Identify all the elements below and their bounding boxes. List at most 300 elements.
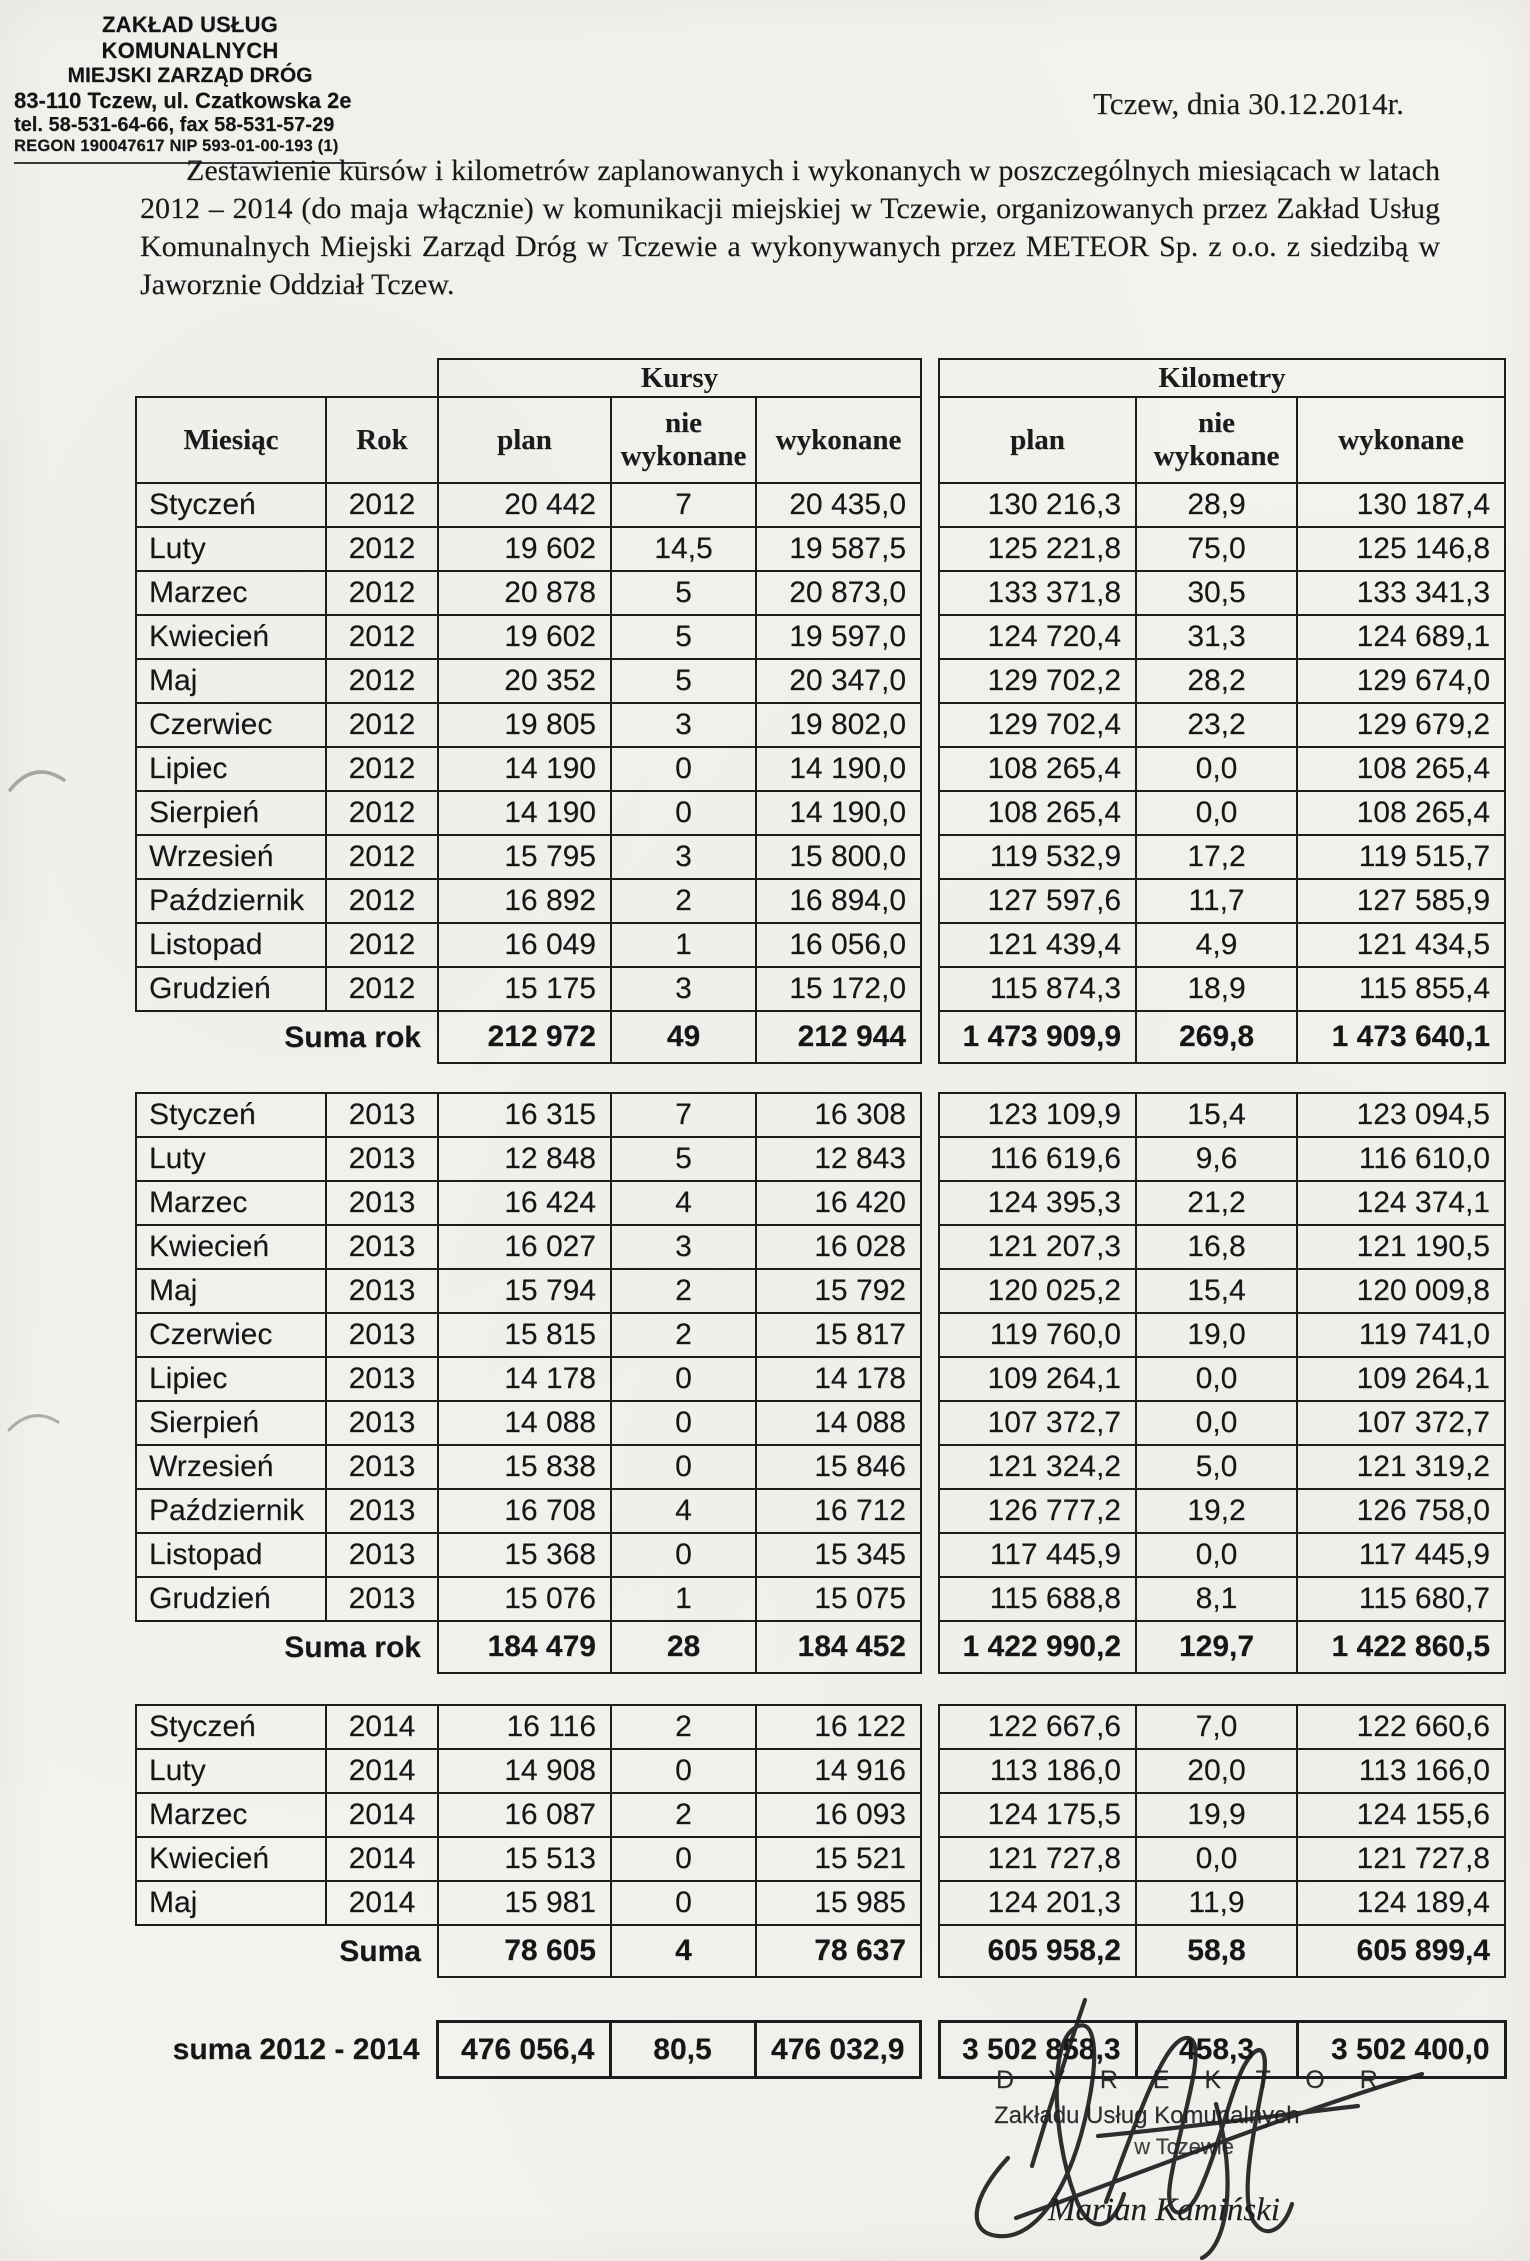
cell-year: 2013 — [326, 1181, 438, 1225]
year-block-2013 — [135, 1092, 1507, 1674]
table-header — [136, 359, 921, 483]
cell-kursy-wykonane: 14 178 — [756, 1357, 921, 1401]
cell-km-plan: 124 395,3 — [939, 1181, 1136, 1225]
sum-kursy-wykonane: 212 944 — [756, 1011, 921, 1063]
cell-year: 2014 — [326, 1749, 438, 1793]
cell-kursy-wykonane: 15 792 — [756, 1269, 921, 1313]
cell-km-wykonane: 124 189,4 — [1297, 1881, 1505, 1925]
table-row — [939, 791, 1505, 835]
cell-km-wykonane: 133 341,3 — [1297, 571, 1505, 615]
cell-km-wykonane: 121 727,8 — [1297, 1837, 1505, 1881]
cell-kursy-wykonane: 19 587,5 — [756, 527, 921, 571]
table-row — [939, 1749, 1505, 1793]
kursy-group-header: Kursy — [438, 359, 921, 397]
table-row — [939, 483, 1505, 527]
sum-label: Suma rok — [284, 1020, 421, 1054]
sum-kursy-plan: 78 605 — [438, 1925, 611, 1977]
month-column-header: Miesiąc — [136, 397, 326, 483]
intro-paragraph: Zestawienie kursów i kilometrów zaplanowanych i wykonanych w poszczególnych miesiącach w latach 2012 – 2014 (do maja włącznie) w komunikacji miejskiej w Tczewie, organizowanych przez Zakład Usług Komunalnych Miejski Zarząd Dróg w Tczewie a wykonywanych przez METEOR Sp. z o.o. z siedzibą w Jaworznie Oddział Tczew. — [140, 154, 1440, 301]
sum-km-nie-wykonane: 269,8 — [1136, 1011, 1297, 1063]
cell-km-nie-wykonane: 5,0 — [1136, 1445, 1297, 1489]
table-row — [136, 967, 921, 1011]
cell-kursy-nie-wykonane: 2 — [611, 1793, 756, 1837]
cell-km-plan: 130 216,3 — [939, 483, 1136, 527]
grand-total-km-nie-wykonane: 458,3 — [1136, 2022, 1297, 2078]
cell-km-plan: 124 175,5 — [939, 1793, 1136, 1837]
cell-km-nie-wykonane: 15,4 — [1136, 1093, 1297, 1137]
cell-kursy-wykonane: 16 028 — [756, 1225, 921, 1269]
cell-km-plan: 121 439,4 — [939, 923, 1136, 967]
cell-km-plan: 122 667,6 — [939, 1705, 1136, 1749]
kursy-nie-wykonane-column-header: nie wykonane — [611, 397, 756, 483]
cell-kursy-plan: 19 602 — [438, 615, 611, 659]
cell-kursy-nie-wykonane: 0 — [611, 1445, 756, 1489]
cell-kursy-plan: 14 088 — [438, 1401, 611, 1445]
table-row — [939, 1225, 1505, 1269]
cell-year: 2014 — [326, 1881, 438, 1925]
cell-year: 2012 — [326, 659, 438, 703]
cell-kursy-nie-wykonane: 5 — [611, 659, 756, 703]
cell-km-nie-wykonane: 9,6 — [1136, 1137, 1297, 1181]
sum-km-plan: 605 958,2 — [939, 1925, 1136, 1977]
grand-total-label: suma 2012 - 2014 — [172, 2032, 420, 2066]
cell-kursy-wykonane: 14 088 — [756, 1401, 921, 1445]
cell-month: Kwiecień — [136, 1837, 326, 1881]
cell-kursy-wykonane: 12 843 — [756, 1137, 921, 1181]
sum-km-wykonane: 1 422 860,5 — [1297, 1621, 1505, 1673]
table-row — [136, 923, 921, 967]
cell-km-nie-wykonane: 17,2 — [1136, 835, 1297, 879]
cell-km-nie-wykonane: 19,2 — [1136, 1489, 1297, 1533]
table-row — [939, 1401, 1505, 1445]
sum-kursy-nie-wykonane: 28 — [611, 1621, 756, 1673]
cell-kursy-wykonane: 14 190,0 — [756, 791, 921, 835]
kilometry-table-2013 — [938, 1092, 1506, 1674]
cell-km-nie-wykonane: 31,3 — [1136, 615, 1297, 659]
cell-km-plan: 126 777,2 — [939, 1489, 1136, 1533]
cell-kursy-wykonane: 16 122 — [756, 1705, 921, 1749]
cell-month: Wrzesień — [136, 835, 326, 879]
table-row — [939, 1489, 1505, 1533]
table-row — [939, 1533, 1505, 1577]
cell-kursy-plan: 15 815 — [438, 1313, 611, 1357]
table-row — [136, 1225, 921, 1269]
cell-kursy-wykonane: 15 345 — [756, 1533, 921, 1577]
cell-month: Wrzesień — [136, 1445, 326, 1489]
cell-kursy-nie-wykonane: 1 — [611, 923, 756, 967]
cell-kursy-nie-wykonane: 7 — [611, 483, 756, 527]
cell-year: 2014 — [326, 1705, 438, 1749]
cell-kursy-nie-wykonane: 7 — [611, 1093, 756, 1137]
cell-year: 2013 — [326, 1577, 438, 1621]
cell-kursy-wykonane: 16 712 — [756, 1489, 921, 1533]
cell-year: 2012 — [326, 571, 438, 615]
cell-kursy-plan: 16 116 — [438, 1705, 611, 1749]
table-row — [939, 1093, 1505, 1137]
table-row — [939, 527, 1505, 571]
grand-total-kursy-wykonane: 476 032,9 — [755, 2022, 920, 2078]
cell-km-nie-wykonane: 28,9 — [1136, 483, 1297, 527]
cell-month: Lipiec — [136, 747, 326, 791]
cell-year: 2014 — [326, 1837, 438, 1881]
cell-kursy-wykonane: 16 056,0 — [756, 923, 921, 967]
cell-kursy-nie-wykonane: 2 — [611, 1269, 756, 1313]
cell-kursy-nie-wykonane: 4 — [611, 1181, 756, 1225]
table-row — [939, 1837, 1505, 1881]
table-row — [136, 1837, 921, 1881]
cell-km-wykonane: 123 094,5 — [1297, 1093, 1505, 1137]
cell-month: Luty — [136, 1137, 326, 1181]
year-column-header: Rok — [326, 397, 438, 483]
cell-km-plan: 129 702,4 — [939, 703, 1136, 747]
table-row — [136, 1137, 921, 1181]
sum-row — [939, 1925, 1505, 1977]
cell-kursy-wykonane: 14 190,0 — [756, 747, 921, 791]
cell-kursy-wykonane: 14 916 — [756, 1749, 921, 1793]
cell-year: 2013 — [326, 1357, 438, 1401]
cell-month: Styczeń — [136, 1705, 326, 1749]
year-block-2012 — [135, 358, 1507, 1064]
kursy-rows-2012 — [136, 483, 921, 1063]
cell-kursy-plan: 20 442 — [438, 483, 611, 527]
kilometry-group-header: Kilometry — [939, 359, 1505, 397]
cell-kursy-plan: 16 315 — [438, 1093, 611, 1137]
table-row — [136, 527, 921, 571]
table-row — [136, 483, 921, 527]
table-row — [939, 1269, 1505, 1313]
cell-km-nie-wykonane: 0,0 — [1136, 1357, 1297, 1401]
grand-total-kursy-row — [135, 2022, 920, 2078]
cell-kursy-plan: 15 076 — [438, 1577, 611, 1621]
cell-month: Luty — [136, 527, 326, 571]
table-row — [136, 1269, 921, 1313]
cell-km-plan: 119 760,0 — [939, 1313, 1136, 1357]
cell-km-wykonane: 124 374,1 — [1297, 1181, 1505, 1225]
table-row — [136, 659, 921, 703]
cell-month: Październik — [136, 1489, 326, 1533]
cell-km-nie-wykonane: 20,0 — [1136, 1749, 1297, 1793]
cell-kursy-wykonane: 16 420 — [756, 1181, 921, 1225]
letterhead-org-name-2: MIEJSKI ZARZĄD DRÓG — [67, 64, 313, 87]
cell-km-nie-wykonane: 21,2 — [1136, 1181, 1297, 1225]
km-nie-wykonane-column-header: nie wykonane — [1136, 397, 1297, 483]
table-row — [939, 659, 1505, 703]
sum-km-nie-wykonane: 58,8 — [1136, 1925, 1297, 1977]
table-row — [136, 835, 921, 879]
cell-year: 2012 — [326, 747, 438, 791]
kilometry-table-2012 — [938, 358, 1506, 1064]
sum-km-plan: 1 422 990,2 — [939, 1621, 1136, 1673]
sum-kursy-wykonane: 184 452 — [756, 1621, 921, 1673]
cell-km-wykonane: 116 610,0 — [1297, 1137, 1505, 1181]
cell-km-plan: 133 371,8 — [939, 571, 1136, 615]
cell-kursy-wykonane: 20 435,0 — [756, 483, 921, 527]
cell-month: Maj — [136, 1269, 326, 1313]
cell-year: 2013 — [326, 1401, 438, 1445]
cell-month: Listopad — [136, 1533, 326, 1577]
cell-kursy-wykonane: 15 521 — [756, 1837, 921, 1881]
cell-km-wykonane: 124 155,6 — [1297, 1793, 1505, 1837]
cell-month: Maj — [136, 659, 326, 703]
table-row — [939, 923, 1505, 967]
cell-year: 2013 — [326, 1269, 438, 1313]
table-row — [136, 1313, 921, 1357]
cell-kursy-nie-wykonane: 0 — [611, 1533, 756, 1577]
cell-km-wykonane: 129 674,0 — [1297, 659, 1505, 703]
grand-total-km-plan: 3 502 858,3 — [939, 2022, 1136, 2078]
cell-kursy-plan: 15 368 — [438, 1533, 611, 1577]
cell-km-nie-wykonane: 4,9 — [1136, 923, 1297, 967]
table-row — [136, 1445, 921, 1489]
cell-year: 2012 — [326, 791, 438, 835]
cell-kursy-nie-wykonane: 0 — [611, 747, 756, 791]
cell-km-nie-wykonane: 0,0 — [1136, 791, 1297, 835]
cell-km-nie-wykonane: 18,9 — [1136, 967, 1297, 1011]
sum-km-wykonane: 605 899,4 — [1297, 1925, 1505, 1977]
table-row — [136, 703, 921, 747]
cell-km-nie-wykonane: 0,0 — [1136, 1401, 1297, 1445]
cell-kursy-plan: 14 190 — [438, 747, 611, 791]
cell-kursy-nie-wykonane: 3 — [611, 1225, 756, 1269]
cell-km-plan: 109 264,1 — [939, 1357, 1136, 1401]
cell-year: 2013 — [326, 1445, 438, 1489]
table-row — [136, 1793, 921, 1837]
cell-km-wykonane: 119 741,0 — [1297, 1313, 1505, 1357]
cell-km-nie-wykonane: 7,0 — [1136, 1705, 1297, 1749]
cell-km-plan: 116 619,6 — [939, 1137, 1136, 1181]
sum-kursy-wykonane: 78 637 — [756, 1925, 921, 1977]
cell-km-wykonane: 120 009,8 — [1297, 1269, 1505, 1313]
cell-km-wykonane: 127 585,9 — [1297, 879, 1505, 923]
cell-month: Sierpień — [136, 1401, 326, 1445]
sum-row — [136, 1621, 921, 1673]
cell-kursy-plan: 16 708 — [438, 1489, 611, 1533]
cell-month: Czerwiec — [136, 703, 326, 747]
cell-kursy-plan: 16 424 — [438, 1181, 611, 1225]
table-row — [136, 1489, 921, 1533]
cell-kursy-plan: 20 878 — [438, 571, 611, 615]
cell-month: Grudzień — [136, 1577, 326, 1621]
cell-kursy-wykonane: 16 894,0 — [756, 879, 921, 923]
group-header-row — [136, 359, 921, 397]
kursy-table-2012 — [135, 358, 922, 1064]
cell-km-nie-wykonane: 8,1 — [1136, 1577, 1297, 1621]
cell-km-wykonane: 115 680,7 — [1297, 1577, 1505, 1621]
sum-row — [939, 1011, 1505, 1063]
cell-kursy-plan: 15 981 — [438, 1881, 611, 1925]
cell-km-nie-wykonane: 0,0 — [1136, 1837, 1297, 1881]
table-row — [939, 747, 1505, 791]
table-header — [939, 359, 1505, 483]
cell-year: 2013 — [326, 1225, 438, 1269]
cell-kursy-wykonane: 15 172,0 — [756, 967, 921, 1011]
cell-month: Luty — [136, 1749, 326, 1793]
cell-year: 2012 — [326, 527, 438, 571]
cell-km-plan: 113 186,0 — [939, 1749, 1136, 1793]
table-row — [136, 747, 921, 791]
cell-km-nie-wykonane: 19,9 — [1136, 1793, 1297, 1837]
cell-km-plan: 115 688,8 — [939, 1577, 1136, 1621]
grand-total-kursy-nie-wykonane: 80,5 — [610, 2022, 755, 2078]
table-row — [136, 1533, 921, 1577]
cell-kursy-plan: 15 513 — [438, 1837, 611, 1881]
header-spacer — [136, 359, 438, 397]
kursy-rows-2014 — [136, 1705, 921, 1977]
cell-kursy-wykonane: 15 817 — [756, 1313, 921, 1357]
table-row — [939, 1181, 1505, 1225]
cell-kursy-nie-wykonane: 4 — [611, 1489, 756, 1533]
cell-month: Kwiecień — [136, 1225, 326, 1269]
cell-month: Grudzień — [136, 967, 326, 1011]
cell-kursy-plan: 20 352 — [438, 659, 611, 703]
cell-km-wykonane: 108 265,4 — [1297, 747, 1505, 791]
cell-month: Styczeń — [136, 1093, 326, 1137]
cell-kursy-plan: 16 087 — [438, 1793, 611, 1837]
cell-km-plan: 119 532,9 — [939, 835, 1136, 879]
table-row — [136, 571, 921, 615]
sum-kursy-nie-wykonane: 49 — [611, 1011, 756, 1063]
cell-year: 2013 — [326, 1533, 438, 1577]
cell-kursy-plan: 14 178 — [438, 1357, 611, 1401]
cell-kursy-plan: 16 049 — [438, 923, 611, 967]
cell-kursy-nie-wykonane: 1 — [611, 1577, 756, 1621]
stamp-place-line: w Tczewie — [1134, 2134, 1234, 2159]
cell-km-wykonane: 113 166,0 — [1297, 1749, 1505, 1793]
director-title-stamp: D Y R E K T O R — [996, 2066, 1392, 2094]
table-row — [136, 1577, 921, 1621]
cell-year: 2014 — [326, 1793, 438, 1837]
cell-kursy-wykonane: 19 802,0 — [756, 703, 921, 747]
cell-km-wykonane: 126 758,0 — [1297, 1489, 1505, 1533]
cell-kursy-plan: 12 848 — [438, 1137, 611, 1181]
sum-km-nie-wykonane: 129,7 — [1136, 1621, 1297, 1673]
cell-km-plan: 120 025,2 — [939, 1269, 1136, 1313]
table-row — [939, 1793, 1505, 1837]
cell-year: 2013 — [326, 1489, 438, 1533]
director-name: Marian Kamiński — [1048, 2192, 1280, 2228]
cell-year: 2012 — [326, 879, 438, 923]
table-row — [136, 1881, 921, 1925]
cell-km-plan: 121 727,8 — [939, 1837, 1136, 1881]
cell-kursy-nie-wykonane: 3 — [611, 703, 756, 747]
cell-month: Styczeń — [136, 483, 326, 527]
table-row — [939, 1357, 1505, 1401]
cell-km-plan: 127 597,6 — [939, 879, 1136, 923]
cell-kursy-plan: 15 175 — [438, 967, 611, 1011]
cell-km-plan: 124 720,4 — [939, 615, 1136, 659]
table-row — [136, 1093, 921, 1137]
cell-km-nie-wykonane: 11,9 — [1136, 1881, 1297, 1925]
sum-kursy-plan: 184 479 — [438, 1621, 611, 1673]
cell-km-wykonane: 119 515,7 — [1297, 835, 1505, 879]
cell-month: Listopad — [136, 923, 326, 967]
table-row — [939, 703, 1505, 747]
group-header-row — [939, 359, 1505, 397]
cell-km-wykonane: 122 660,6 — [1297, 1705, 1505, 1749]
cell-kursy-plan: 15 838 — [438, 1445, 611, 1489]
cell-year: 2012 — [326, 615, 438, 659]
cell-km-plan: 121 324,2 — [939, 1445, 1136, 1489]
sum-km-wykonane: 1 473 640,1 — [1297, 1011, 1505, 1063]
letterhead-phone-fax: tel. 58-531-64-66, fax 58-531-57-29 — [14, 114, 335, 136]
table-row — [136, 879, 921, 923]
cell-month: Lipiec — [136, 1357, 326, 1401]
cell-kursy-wykonane: 16 308 — [756, 1093, 921, 1137]
sum-row — [136, 1011, 921, 1063]
sum-kursy-nie-wykonane: 4 — [611, 1925, 756, 1977]
cell-kursy-nie-wykonane: 0 — [611, 1881, 756, 1925]
cell-km-nie-wykonane: 23,2 — [1136, 703, 1297, 747]
cell-kursy-plan: 19 602 — [438, 527, 611, 571]
letterhead-address: 83-110 Tczew, ul. Czatkowska 2e — [14, 88, 352, 113]
kursy-rows-2013 — [136, 1093, 921, 1673]
sum-row — [939, 1621, 1505, 1673]
cell-year: 2013 — [326, 1313, 438, 1357]
cell-km-nie-wykonane: 28,2 — [1136, 659, 1297, 703]
cell-kursy-nie-wykonane: 2 — [611, 1313, 756, 1357]
year-block-2014 — [135, 1704, 1507, 1978]
cell-km-plan: 124 201,3 — [939, 1881, 1136, 1925]
cell-year: 2012 — [326, 703, 438, 747]
km-plan-column-header: plan — [939, 397, 1136, 483]
table-row — [939, 835, 1505, 879]
cell-kursy-wykonane: 15 985 — [756, 1881, 921, 1925]
cell-km-wykonane: 121 319,2 — [1297, 1445, 1505, 1489]
cell-month: Marzec — [136, 1181, 326, 1225]
cell-kursy-plan: 19 805 — [438, 703, 611, 747]
kursy-table-2014 — [135, 1704, 922, 1978]
tables-section — [135, 358, 1507, 2079]
cell-kursy-nie-wykonane: 0 — [611, 1357, 756, 1401]
cell-km-wykonane: 108 265,4 — [1297, 791, 1505, 835]
sum-label: Suma rok — [284, 1630, 421, 1664]
table-row — [939, 615, 1505, 659]
cell-km-wykonane: 107 372,7 — [1297, 1401, 1505, 1445]
sum-km-plan: 1 473 909,9 — [939, 1011, 1136, 1063]
km-wykonane-column-header: wykonane — [1297, 397, 1505, 483]
cell-km-nie-wykonane: 15,4 — [1136, 1269, 1297, 1313]
cell-kursy-nie-wykonane: 0 — [611, 1749, 756, 1793]
cell-kursy-wykonane: 19 597,0 — [756, 615, 921, 659]
table-row — [136, 791, 921, 835]
kilometry-rows-2013 — [939, 1093, 1505, 1673]
stamp-org-line: Zakładu Usług Komunalnych — [994, 2102, 1300, 2129]
table-row — [939, 1313, 1505, 1357]
cell-kursy-plan: 14 908 — [438, 1749, 611, 1793]
cell-kursy-plan: 15 795 — [438, 835, 611, 879]
cell-km-plan: 108 265,4 — [939, 791, 1136, 835]
cell-km-wykonane: 121 434,5 — [1297, 923, 1505, 967]
cell-year: 2012 — [326, 923, 438, 967]
table-row — [136, 1401, 921, 1445]
cell-month: Maj — [136, 1881, 326, 1925]
letterhead-regon-nip: REGON 190047617 NIP 593-01-00-193 (1) — [14, 137, 339, 155]
cell-km-nie-wykonane: 75,0 — [1136, 527, 1297, 571]
cell-km-wykonane: 125 146,8 — [1297, 527, 1505, 571]
cell-km-plan: 125 221,8 — [939, 527, 1136, 571]
cell-km-plan: 107 372,7 — [939, 1401, 1136, 1445]
cell-km-wykonane: 117 445,9 — [1297, 1533, 1505, 1577]
cell-km-plan: 123 109,9 — [939, 1093, 1136, 1137]
table-row — [136, 615, 921, 659]
cell-kursy-plan: 16 027 — [438, 1225, 611, 1269]
cell-month: Sierpień — [136, 791, 326, 835]
cell-km-nie-wykonane: 11,7 — [1136, 879, 1297, 923]
kilometry-rows-2014 — [939, 1705, 1505, 1977]
pen-mark — [6, 1402, 64, 1440]
cell-km-plan: 121 207,3 — [939, 1225, 1136, 1269]
cell-kursy-plan: 16 892 — [438, 879, 611, 923]
